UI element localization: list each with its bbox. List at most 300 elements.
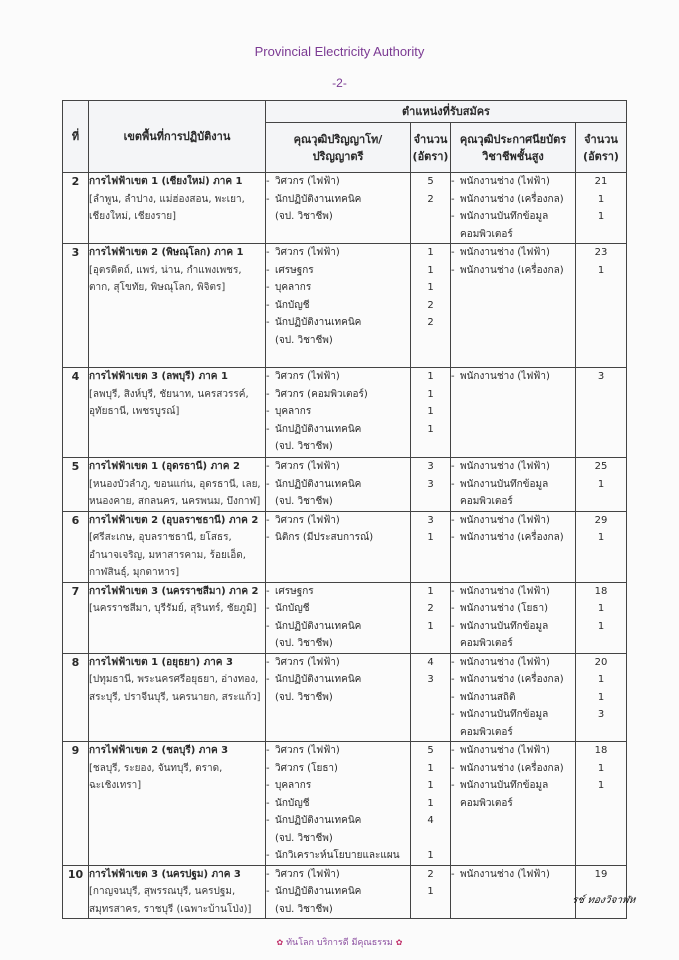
degree-positions-counts <box>411 511 451 582</box>
bullet-dash: - <box>451 691 455 703</box>
area-provinces: [อุตรดิตถ์, แพร่, น่าน, กำแพงเพชร, ตาก, สุโขทัย, พิษณุโลก, พิจิตร] <box>89 264 242 293</box>
spacer <box>411 332 450 350</box>
bullet-dash: - <box>266 868 270 880</box>
diploma-positions <box>451 244 576 368</box>
bullet-dash: - <box>266 247 270 258</box>
degree-position <box>266 297 410 315</box>
degree-position-label: นิติกร (มีประสบการณ์) <box>275 532 374 543</box>
area-title: การไฟฟ้าเขต 3 (นครปฐม) ภาค 3 <box>89 868 241 880</box>
diploma-position-label: พนักงานช่าง (ไฟฟ้า) <box>460 656 550 668</box>
degree-position-label: บุคลากร <box>275 282 312 293</box>
table-row <box>63 173 627 244</box>
table-row <box>63 368 627 458</box>
degree-position-label-cont: (จป. วิชาชีพ) <box>275 496 333 507</box>
degree-position-label: นักปฏิบัติงานเทคนิค <box>275 317 362 328</box>
degree-position-label: วิศวกร (ไฟฟ้า) <box>275 461 340 472</box>
table-row <box>63 511 627 582</box>
organization-title: Provincial Electricity Authority <box>254 44 425 59</box>
spacer <box>576 795 626 813</box>
diploma-position <box>451 529 575 547</box>
degree-position-count: 3 <box>427 461 434 472</box>
diploma-positions <box>451 582 576 653</box>
bullet-dash: - <box>266 815 270 826</box>
degree-position-label-cont: (จป. วิชาชีพ) <box>275 211 333 222</box>
degree-position-label: วิศวกร (ไฟฟ้า) <box>275 745 340 756</box>
degree-positions <box>266 458 411 512</box>
bullet-dash: - <box>266 620 270 632</box>
row-number: 4 <box>63 368 89 458</box>
footer-slogan-line <box>0 935 679 949</box>
degree-position-label: วิศวกร (ไฟฟ้า) <box>275 176 340 187</box>
diploma-position-label: พนักงานช่าง (ไฟฟ้า) <box>460 514 550 526</box>
diploma-positions <box>451 653 576 742</box>
header-positions-group: ตำแหน่งที่รับสมัคร <box>266 101 627 123</box>
degree-position-label: นักปฏิบัติงานเทคนิค <box>275 815 362 826</box>
degree-position <box>266 421 410 456</box>
header-count-degree-line2: (อัตรา) <box>412 149 449 163</box>
area-cell <box>89 865 266 919</box>
bullet-dash: - <box>451 371 455 382</box>
degree-position-count: 1 <box>427 780 434 791</box>
diploma-position-label: พนักงานช่าง (โยธา) <box>460 603 549 614</box>
bullet-dash: - <box>451 780 455 791</box>
bullet-dash: - <box>266 317 270 328</box>
page-number: -2- <box>332 76 347 90</box>
bullet-dash: - <box>451 264 455 276</box>
area-title: การไฟฟ้าเขต 3 (นครราชสีมา) ภาค 2 <box>89 585 259 597</box>
row-number: 9 <box>63 742 89 866</box>
bullet-dash: - <box>451 211 455 222</box>
diploma-position <box>451 689 575 707</box>
table-row <box>63 244 627 368</box>
degree-position-label: วิศวกร (ไฟฟ้า) <box>275 868 340 880</box>
diploma-position-count: 20 <box>594 656 608 668</box>
bullet-dash: - <box>266 514 270 526</box>
degree-positions-counts <box>411 244 451 368</box>
table-row <box>63 742 627 866</box>
degree-position-count: 1 <box>427 585 434 597</box>
degree-position-count: 1 <box>427 850 434 861</box>
area-provinces: [หนองบัวลำภู, ขอนแก่น, อุดรธานี, เลย, หนองคาย, สกลนคร, นครพนม, บึงกาฬ] <box>89 478 261 507</box>
degree-position-count: 1 <box>427 620 434 632</box>
degree-position-count: 3 <box>427 674 434 685</box>
bullet-dash: - <box>451 247 455 258</box>
degree-positions <box>266 582 411 653</box>
bullet-dash: - <box>266 371 270 382</box>
diploma-position <box>451 208 575 243</box>
spacer <box>411 635 450 653</box>
diploma-position-label: พนักงานช่าง (ไฟฟ้า) <box>460 247 550 258</box>
diploma-positions-counts <box>576 173 627 244</box>
bullet-dash: - <box>266 603 270 614</box>
bullet-dash: - <box>451 868 455 880</box>
degree-position-count: 5 <box>427 176 434 187</box>
area-provinces: [ลำพูน, ลำปาง, แม่ฮ่องสอน, พะเยา, เชียงใหม่, เชียงราย] <box>89 193 245 222</box>
degree-position <box>266 866 410 884</box>
diploma-position-label-cont: คอมพิวเตอร์ <box>460 496 513 507</box>
degree-position <box>266 458 410 476</box>
degree-position-count: 1 <box>427 282 434 293</box>
degree-position <box>266 618 410 653</box>
degree-position-label-cont: (จป. วิชาชีพ) <box>275 903 333 915</box>
degree-position <box>266 529 410 547</box>
diploma-position-label: พนักงานช่าง (เครื่องกล) <box>460 674 564 685</box>
area-provinces: [ชลบุรี, ระยอง, จันทบุรี, ตราด, ฉะเชิงเทรา] <box>89 762 223 791</box>
bullet-dash: - <box>266 745 270 756</box>
degree-positions <box>266 742 411 866</box>
degree-position-label: เศรษฐกร <box>275 264 314 276</box>
diploma-positions <box>451 742 576 866</box>
diploma-positions-counts <box>576 368 627 458</box>
bullet-dash: - <box>451 674 455 685</box>
degree-position-label: นักบัญชี <box>275 797 310 809</box>
flower-bullet-icon: ✿ <box>276 938 284 947</box>
degree-position-count: 1 <box>427 388 434 400</box>
diploma-positions <box>451 865 576 919</box>
diploma-position-label: พนักงานช่าง (เครื่องกล) <box>460 264 564 276</box>
area-title: การไฟฟ้าเขต 1 (อุดรธานี) ภาค 2 <box>89 461 240 472</box>
diploma-positions-counts <box>576 582 627 653</box>
diploma-position <box>451 476 575 511</box>
bullet-dash: - <box>266 264 270 276</box>
degree-position-label: นักบัญชี <box>275 603 310 614</box>
degree-position-label-cont: (จป. วิชาชีพ) <box>275 691 333 703</box>
bullet-dash: - <box>266 406 270 417</box>
degree-positions <box>266 511 411 582</box>
spacer <box>576 635 626 653</box>
spacer <box>576 226 626 244</box>
header-diploma-line2: วิชาชีพชั้นสูง <box>482 149 544 163</box>
diploma-position <box>451 191 575 209</box>
degree-position-label: วิศวกร (ไฟฟ้า) <box>275 247 340 258</box>
diploma-position-count: 1 <box>597 674 605 685</box>
row-number: 7 <box>63 582 89 653</box>
table-row <box>63 865 627 919</box>
degree-position <box>266 191 410 226</box>
diploma-position-count: 18 <box>594 585 608 597</box>
diploma-position-label: พนักงานบันทึกข้อมูล <box>460 211 549 222</box>
area-cell <box>89 653 266 742</box>
degree-position <box>266 476 410 511</box>
degree-position-label-cont: (จป. วิชาชีพ) <box>275 441 333 452</box>
degree-position-count: 1 <box>427 264 434 276</box>
degree-position <box>266 173 410 191</box>
diploma-position-count: 1 <box>597 478 605 490</box>
header-no: ที่ <box>63 101 89 173</box>
header-count-diploma-line1: จำนวน <box>584 132 618 146</box>
diploma-position-count: 1 <box>597 780 605 791</box>
area-title: การไฟฟ้าเขต 2 (อุบลราชธานี) ภาค 2 <box>89 514 259 526</box>
bullet-dash: - <box>451 745 455 756</box>
diploma-position-count: 1 <box>597 532 605 543</box>
diploma-positions-counts <box>576 458 627 512</box>
degree-position-label: นักปฏิบัติงานเทคนิค <box>275 423 362 435</box>
diploma-position-label: พนักงานช่าง (เครื่องกล) <box>460 532 564 543</box>
bullet-dash: - <box>451 585 455 597</box>
degree-positions <box>266 368 411 458</box>
diploma-position <box>451 654 575 672</box>
area-provinces: [กาญจนบุรี, สุพรรณบุรี, นครปฐม, สมุทรสาคร, ราชบุรี (เฉพาะบ้านโป่ง)] <box>89 886 252 915</box>
diploma-position-count: 18 <box>594 745 608 756</box>
bullet-dash: - <box>451 709 455 720</box>
bullet-dash: - <box>266 478 270 490</box>
bullet-dash: - <box>266 674 270 685</box>
row-number: 10 <box>63 865 89 919</box>
signature: รช์ ทองวิจาฬห <box>571 895 637 906</box>
degree-position <box>266 847 410 865</box>
degree-position-label: เศรษฐกร <box>275 585 314 597</box>
degree-positions-counts <box>411 582 451 653</box>
diploma-position-count: 3 <box>597 371 605 382</box>
degree-position <box>266 742 410 760</box>
diploma-position-label: พนักงานบันทึกข้อมูล <box>460 780 549 791</box>
area-provinces: [ปทุมธานี, พระนครศรีอยุธยา, อ่างทอง, สระบุรี, ปราจีนบุรี, นครนายก, สระแก้ว] <box>89 674 261 703</box>
degree-position <box>266 795 410 813</box>
degree-positions <box>266 173 411 244</box>
bullet-dash: - <box>451 532 455 543</box>
area-cell <box>89 511 266 582</box>
area-cell <box>89 742 266 866</box>
degree-position <box>266 654 410 672</box>
table-row <box>63 653 627 742</box>
diploma-positions-counts <box>576 865 627 919</box>
area-title: การไฟฟ้าเขต 2 (ชลบุรี) ภาค 3 <box>89 745 229 756</box>
bullet-dash: - <box>266 193 270 205</box>
bullet-dash: - <box>451 193 455 205</box>
diploma-position-label: พนักงานบันทึกข้อมูล <box>460 709 549 720</box>
bullet-dash: - <box>266 388 270 400</box>
bullet-dash: - <box>266 780 270 791</box>
bullet-dash: - <box>266 532 270 543</box>
diploma-position-label-cont: คอมพิวเตอร์ <box>460 726 513 738</box>
degree-position-label-cont: (จป. วิชาชีพ) <box>275 334 333 346</box>
degree-position-label: บุคลากร <box>275 406 312 417</box>
diploma-position-count: 1 <box>597 691 605 703</box>
degree-position <box>266 279 410 297</box>
diploma-positions-counts <box>576 511 627 582</box>
footer-slogan: ทันโลก บริการดี มีคุณธรรม <box>286 938 393 948</box>
bullet-dash: - <box>266 461 270 472</box>
diploma-position-label: พนักงานช่าง (เครื่องกล) <box>460 193 564 205</box>
bullet-dash: - <box>266 299 270 311</box>
degree-position-label: วิศวกร (โยธา) <box>275 762 338 774</box>
degree-position-label: วิศวกร (คอมพิวเตอร์) <box>275 388 368 400</box>
bullet-dash: - <box>451 461 455 472</box>
degree-position-count: 5 <box>427 745 434 756</box>
table-row <box>63 458 627 512</box>
bullet-dash: - <box>451 762 455 774</box>
degree-position-count: 2 <box>427 868 434 880</box>
area-title: การไฟฟ้าเขต 2 (พิษณุโลก) ภาค 1 <box>89 247 244 258</box>
positions-table <box>62 100 627 919</box>
degree-position <box>266 600 410 618</box>
diploma-position <box>451 600 575 618</box>
diploma-positions-counts <box>576 244 627 368</box>
area-cell <box>89 458 266 512</box>
diploma-position-label: พนักงานบันทึกข้อมูล <box>460 620 549 632</box>
area-cell <box>89 368 266 458</box>
flower-bullet-icon: ✿ <box>395 938 403 947</box>
bullet-dash: - <box>266 762 270 774</box>
header-area: เขตพื้นที่การปฏิบัติงาน <box>89 101 266 173</box>
spacer <box>411 208 450 226</box>
diploma-position-count: 3 <box>597 709 605 720</box>
header-degree-line1: คุณวุฒิปริญญาโท/ <box>293 132 383 146</box>
degree-position-count: 1 <box>427 762 434 774</box>
diploma-position-label: พนักงานช่าง (ไฟฟ้า) <box>460 176 550 187</box>
header-count-diploma-line2: (อัตรา) <box>583 149 619 163</box>
diploma-position <box>451 618 575 653</box>
degree-position-count: 2 <box>427 299 434 311</box>
diploma-position-label: พนักงานช่าง (ไฟฟ้า) <box>460 585 550 597</box>
diploma-position-label: พนักงานช่าง (ไฟฟ้า) <box>460 371 550 382</box>
header-count-diploma <box>576 123 627 173</box>
diploma-position-count: 25 <box>594 461 608 472</box>
degree-position-label: นักปฏิบัติงานเทคนิค <box>275 886 362 897</box>
degree-position <box>266 760 410 778</box>
degree-position-label-cont: (จป. วิชาชีพ) <box>275 832 333 844</box>
degree-positions <box>266 653 411 742</box>
diploma-position-count: 1 <box>597 193 605 205</box>
row-number: 2 <box>63 173 89 244</box>
table-body <box>63 173 627 919</box>
bullet-dash: - <box>266 797 270 809</box>
diploma-positions <box>451 173 576 244</box>
degree-position-label: วิศวกร (ไฟฟ้า) <box>275 656 340 668</box>
header-degree-line2: ปริญญาตรี <box>312 149 364 163</box>
diploma-position-count: 1 <box>597 620 605 632</box>
diploma-position-count: 1 <box>597 211 605 222</box>
degree-positions <box>266 244 411 368</box>
degree-position <box>266 512 410 530</box>
diploma-position-label: พนักงานช่าง (เครื่องกล) <box>460 762 564 774</box>
degree-position-label: วิศวกร (ไฟฟ้า) <box>275 514 340 526</box>
spacer <box>411 830 450 848</box>
degree-position-count: 4 <box>427 656 434 668</box>
diploma-positions <box>451 511 576 582</box>
degree-positions-counts <box>411 653 451 742</box>
diploma-position-count: 29 <box>594 514 608 526</box>
diploma-position-label: พนักงานบันทึกข้อมูล <box>460 478 549 490</box>
area-cell <box>89 244 266 368</box>
degree-positions-counts <box>411 458 451 512</box>
area-cell <box>89 582 266 653</box>
row-number: 6 <box>63 511 89 582</box>
degree-position <box>266 368 410 386</box>
header-count-degree-line1: จำนวน <box>413 132 448 146</box>
degree-position-label: นักวิเคราะห์นโยบายและแผน <box>275 850 400 861</box>
diploma-position-label: พนักงานช่าง (ไฟฟ้า) <box>460 868 550 880</box>
diploma-position <box>451 777 575 812</box>
degree-position <box>266 671 410 706</box>
area-provinces: [ลพบุรี, สิงห์บุรี, ชัยนาท, นครสวรรค์, อุทัยธานี, เพชรบูรณ์] <box>89 388 249 417</box>
area-cell <box>89 173 266 244</box>
bullet-dash: - <box>266 282 270 293</box>
diploma-position-label-cont: คอมพิวเตอร์ <box>460 228 513 240</box>
bullet-dash: - <box>266 176 270 187</box>
diploma-position <box>451 583 575 601</box>
degree-position <box>266 583 410 601</box>
area-title: การไฟฟ้าเขต 3 (ลพบุรี) ภาค 1 <box>89 371 228 382</box>
diploma-position <box>451 368 575 386</box>
degree-positions <box>266 865 411 919</box>
degree-position-count: 3 <box>427 514 434 526</box>
degree-position-label: บุคลากร <box>275 780 312 791</box>
bullet-dash: - <box>451 656 455 668</box>
degree-position-count: 1 <box>427 886 434 897</box>
row-number: 5 <box>63 458 89 512</box>
bullet-dash: - <box>266 886 270 897</box>
area-title: การไฟฟ้าเขต 1 (เชียงใหม่) ภาค 1 <box>89 176 243 187</box>
bullet-dash: - <box>451 514 455 526</box>
degree-position <box>266 403 410 421</box>
degree-position-label: นักปฏิบัติงานเทคนิค <box>275 478 362 490</box>
diploma-position <box>451 866 575 884</box>
diploma-position-label-cont: คอมพิวเตอร์ <box>460 638 513 649</box>
diploma-position-label: พนักงานช่าง (ไฟฟ้า) <box>460 461 550 472</box>
degree-positions-counts <box>411 742 451 866</box>
diploma-positions <box>451 368 576 458</box>
bullet-dash: - <box>266 656 270 668</box>
degree-position-count: 1 <box>427 532 434 543</box>
diploma-position <box>451 262 575 280</box>
bullet-dash: - <box>451 176 455 187</box>
bullet-dash: - <box>266 850 270 861</box>
degree-position-count: 1 <box>427 371 434 382</box>
diploma-position-label-cont: คอมพิวเตอร์ <box>460 797 513 809</box>
diploma-position <box>451 512 575 530</box>
bullet-dash: - <box>266 585 270 597</box>
diploma-position <box>451 244 575 262</box>
diploma-position <box>451 742 575 760</box>
degree-positions-counts <box>411 368 451 458</box>
diploma-position-label: พนักงานสถิติ <box>460 691 516 703</box>
degree-position-count: 4 <box>427 815 434 826</box>
diploma-position <box>451 706 575 741</box>
degree-position <box>266 314 410 349</box>
bullet-dash: - <box>451 603 455 614</box>
diploma-position-count: 21 <box>594 176 608 187</box>
diploma-position <box>451 458 575 476</box>
degree-position-count: 2 <box>427 193 434 205</box>
degree-position-count: 1 <box>427 406 434 417</box>
degree-position-label-cont: (จป. วิชาชีพ) <box>275 638 333 649</box>
area-provinces: [นครราชสีมา, บุรีรัมย์, สุรินทร์, ชัยภูมิ] <box>89 603 257 614</box>
spacer <box>411 438 450 456</box>
row-number: 8 <box>63 653 89 742</box>
area-title: การไฟฟ้าเขต 1 (อยุธยา) ภาค 3 <box>89 656 233 668</box>
degree-position-count: 2 <box>427 317 434 328</box>
degree-position-label: นักปฏิบัติงานเทคนิค <box>275 674 362 685</box>
diploma-position-count: 1 <box>597 762 605 774</box>
diploma-positions <box>451 458 576 512</box>
degree-position-count: 2 <box>427 603 434 614</box>
degree-position <box>266 262 410 280</box>
diploma-position <box>451 760 575 778</box>
degree-position-label: นักปฏิบัติงานเทคนิค <box>275 193 362 205</box>
spacer <box>576 493 626 511</box>
header-count-degree <box>411 123 451 173</box>
diploma-position-count: 1 <box>597 603 605 614</box>
spacer <box>411 689 450 707</box>
diploma-position-label: พนักงานช่าง (ไฟฟ้า) <box>460 745 550 756</box>
degree-positions-counts <box>411 865 451 919</box>
degree-position <box>266 386 410 404</box>
header-degree <box>266 123 411 173</box>
row-number: 3 <box>63 244 89 368</box>
degree-position-count: 1 <box>427 797 434 809</box>
degree-position-count: 3 <box>427 478 434 490</box>
